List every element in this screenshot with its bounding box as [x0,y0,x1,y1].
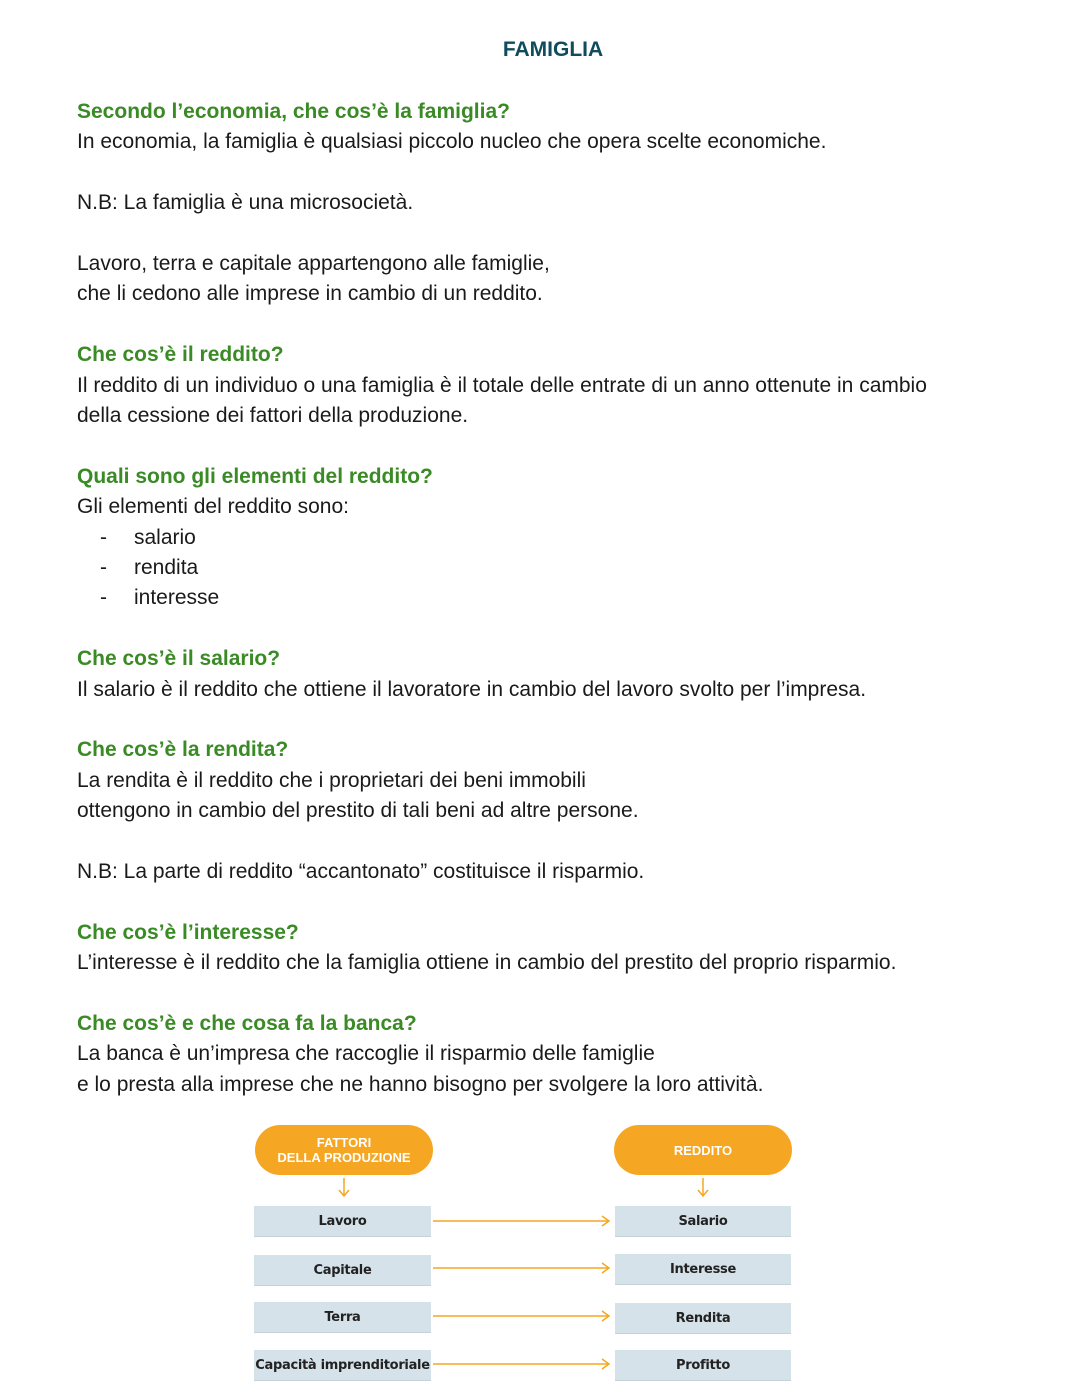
answer-reddito-line1: Il reddito di un individuo o una famiglia è il totale delle entrate di un anno ottenute in cambio [77,373,927,397]
arrow-right-icon [433,1358,611,1370]
answer-reddito-line2: della cessione dei fattori della produzione. [77,404,469,428]
list-bullet: - [100,586,107,610]
answer-banca-line2: e lo presta alla imprese che ne hanno bisogno per svolgere la loro attività. [77,1072,764,1096]
question-elementi: Quali sono gli elementi del reddito? [77,464,433,488]
factors-header-line2: DELLA PRODUZIONE [277,1150,411,1165]
note-microsocieta: N.B: La famiglia è una microsocietà. [77,191,414,215]
answer-famiglia: In economia, la famiglia è qualsiasi piccolo nucleo che opera scelte economiche. [77,130,827,154]
income-box-salario: Salario [615,1206,791,1236]
document-body [77,97,1037,1100]
income-box-rendita: Rendita [615,1303,791,1333]
question-reddito: Che cos’è il reddito? [77,343,284,367]
answer-rendita-line1: La rendita è il reddito che i proprietari dei beni immobili [77,768,586,792]
question-interesse: Che cos’è l’interesse? [77,920,299,944]
question-rendita: Che cos’è la rendita? [77,738,289,762]
factors-header-line1: FATTORI [316,1135,372,1150]
arrow-down-icon [338,1178,350,1198]
arrow-right-icon [433,1215,611,1227]
list-bullet: - [100,525,107,549]
answer-rendita-line2: ottengono in cambio del prestito di tali beni ad altre persone. [77,799,639,823]
elementi-list [77,523,1037,614]
answer-elementi: Gli elementi del reddito sono: [77,495,349,519]
question-banca: Che cos’è e che cosa fa la banca? [77,1012,417,1036]
arrow-right-icon [433,1310,611,1322]
income-header-pill: REDDITO [614,1125,792,1175]
income-box-profitto: Profitto [615,1350,791,1380]
page-title: FAMIGLIA [502,38,604,61]
question-salario: Che cos’è il salario? [77,647,281,671]
factor-box-terra: Terra [254,1302,431,1332]
factors-header-pill [255,1125,433,1175]
note-risparmio: N.B: La parte di reddito “accantonato” costituisce il risparmio. [77,860,645,884]
question-famiglia: Secondo l’economia, che cos’è la famiglia? [77,100,510,123]
factor-box-capitale: Capitale [254,1255,431,1285]
paragraph-lavoro-line2: che li cedono alle imprese in cambio di un reddito. [77,282,543,306]
list-bullet: - [100,556,107,580]
arrow-right-icon [433,1262,611,1274]
paragraph-lavoro-line1: Lavoro, terra e capitale appartengono alle famiglie, [77,252,550,275]
list-item: - rendita [77,553,1037,583]
answer-banca-line1: La banca è un’impresa che raccoglie il risparmio delle famiglie [77,1042,655,1066]
factor-box-lavoro: Lavoro [254,1206,431,1236]
list-item: - interesse [77,583,1037,613]
arrow-down-icon [697,1178,709,1198]
answer-interesse: L’interesse è il reddito che la famiglia ottiene in cambio del prestito del proprio risparmio. [77,951,897,975]
factor-box-capacita: Capacità imprenditoriale [254,1350,431,1380]
income-box-interesse: Interesse [615,1254,791,1284]
factors-income-diagram [252,1122,794,1390]
list-item: - salario [77,523,1037,553]
answer-salario: Il salario è il reddito che ottiene il lavoratore in cambio del lavoro svolto per l’impresa. [77,677,867,701]
